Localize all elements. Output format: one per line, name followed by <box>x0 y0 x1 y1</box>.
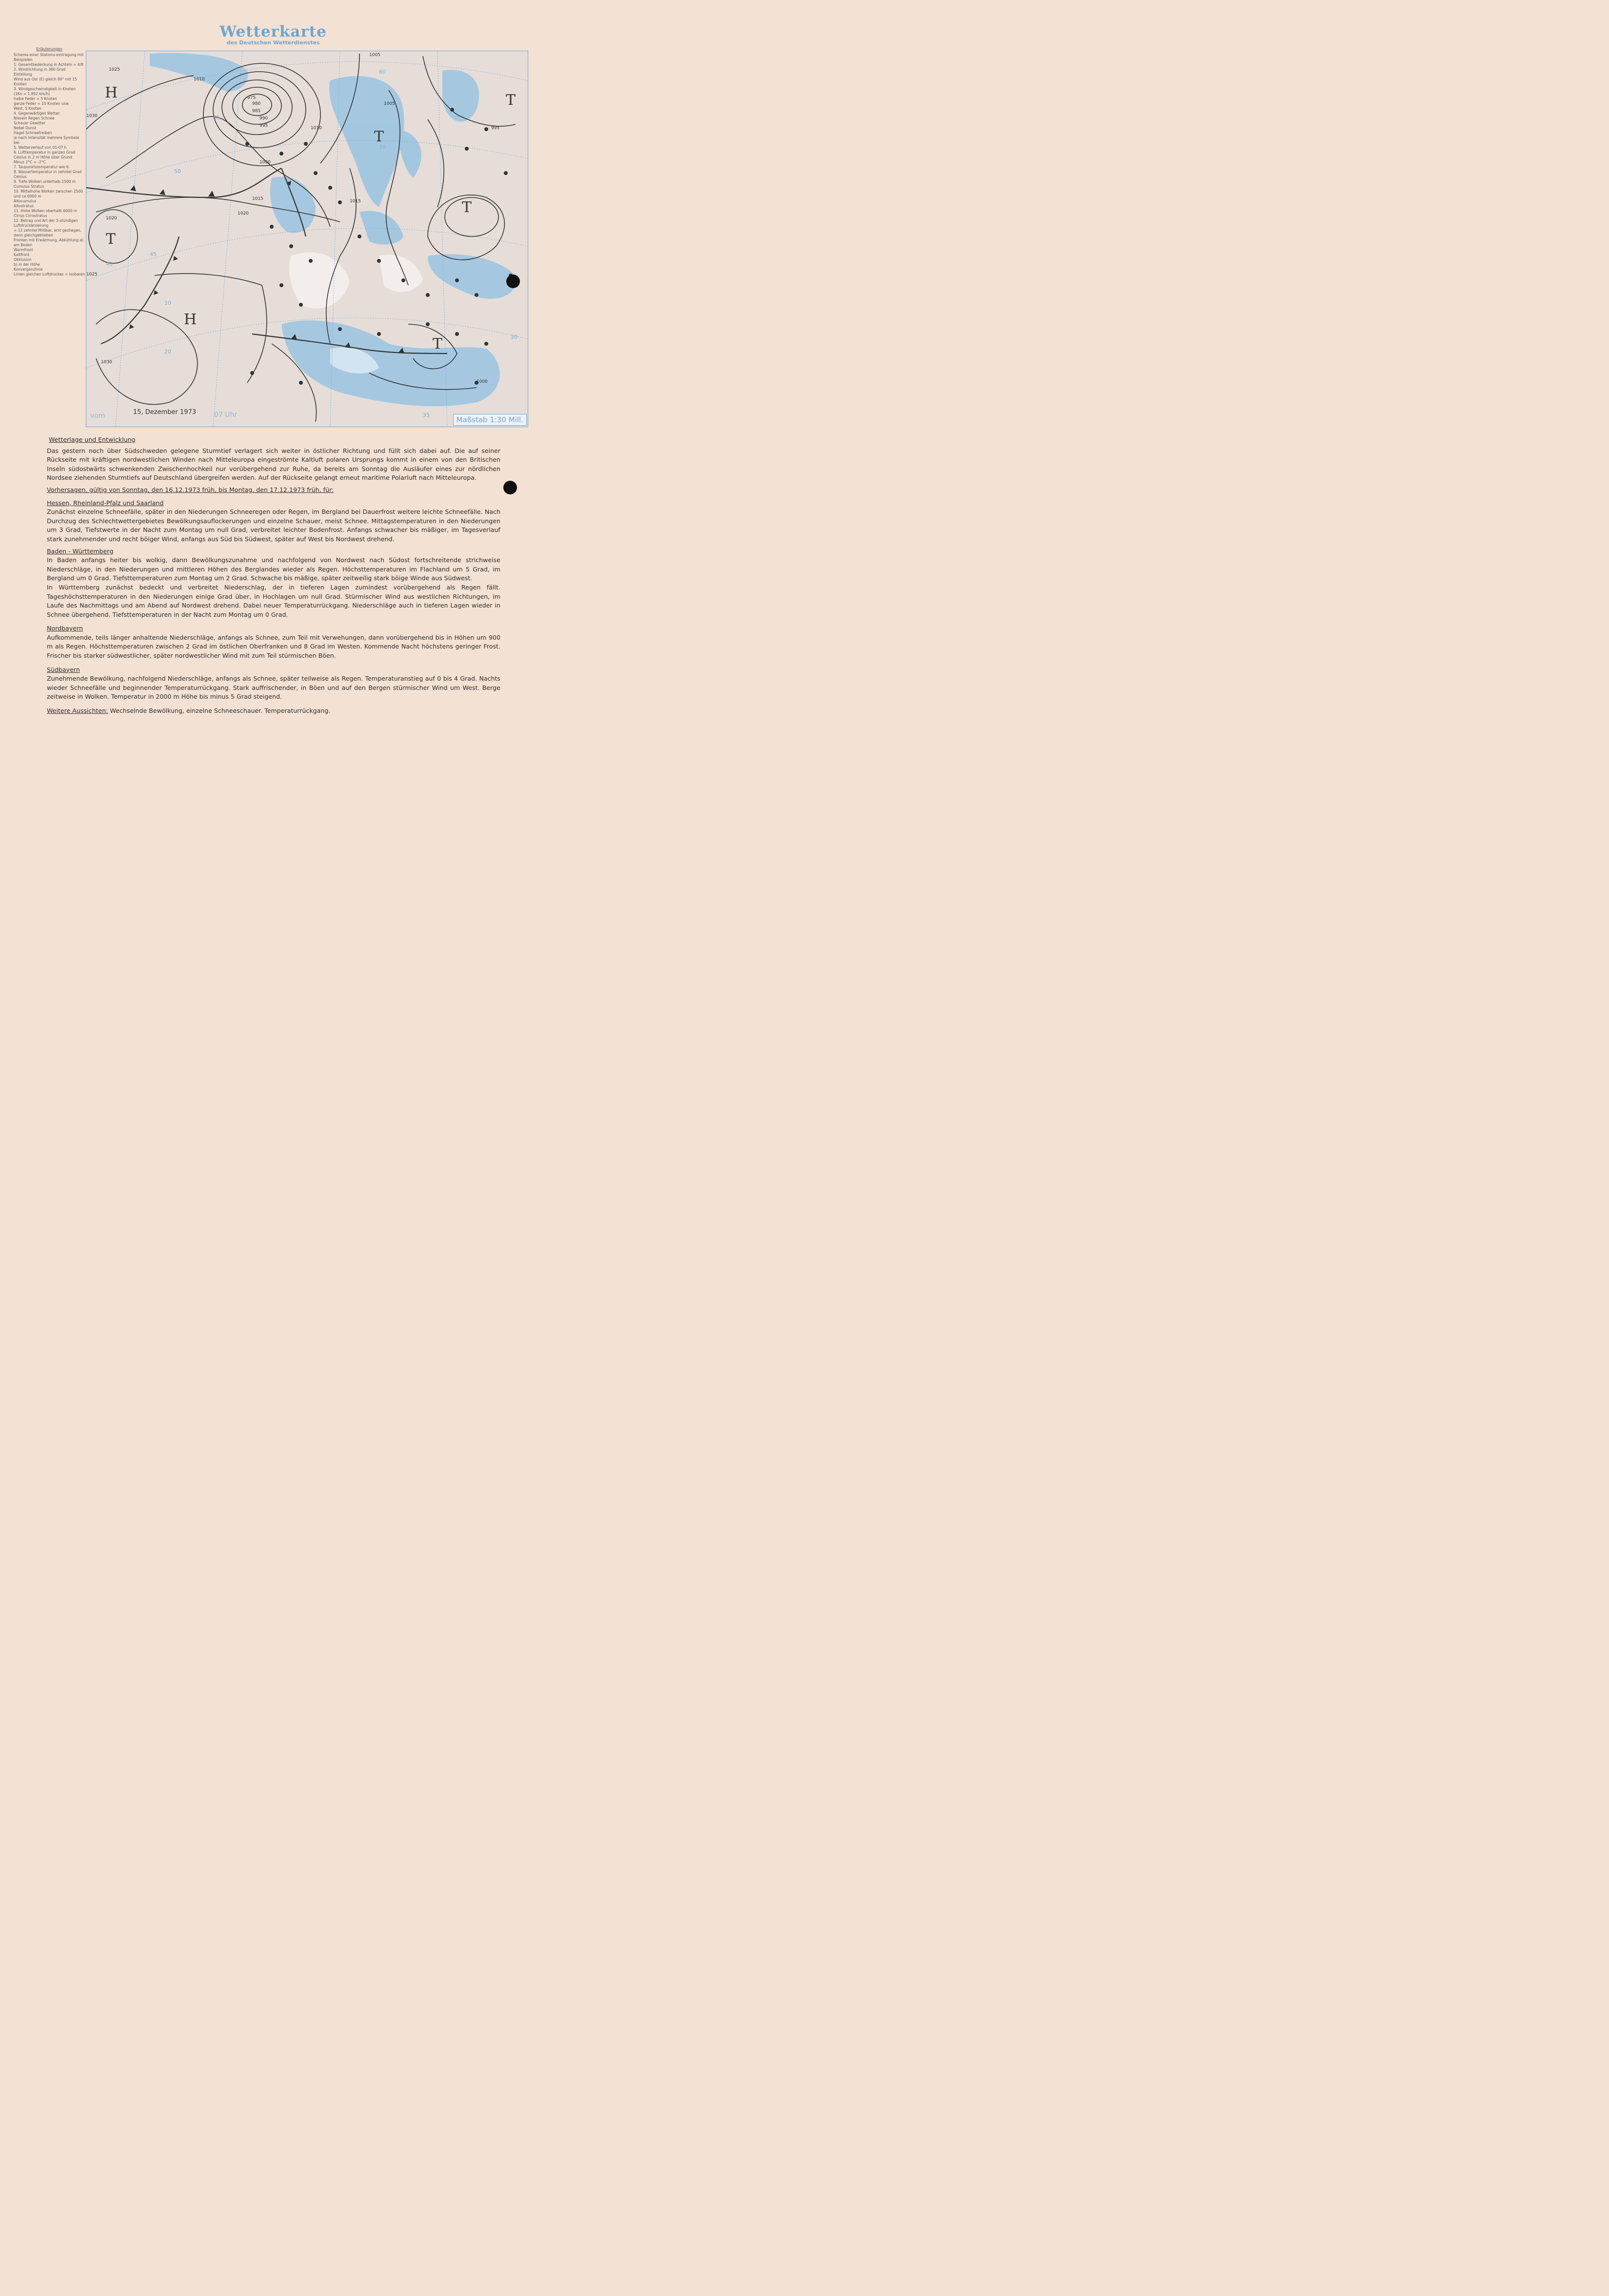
legend-list <box>14 53 85 277</box>
grid-label: 60 <box>379 69 386 75</box>
isobar-label: 1000 <box>259 160 271 165</box>
legend-item: 3. Windgeschwindigkeit in Knoten (1Kn = 1.852 km/h) <box>14 87 76 96</box>
punch-hole <box>503 481 517 494</box>
legend-item: halbe Feder = 5 Knoten <box>14 97 57 101</box>
legend-item: 4. Gegenwärtiges Wetter: <box>14 111 61 116</box>
section-paragraph: In Baden anfangs heiter bis wolkig, dann Bewölkungszunahme und nachfolgend von Nordwest nach Südost fortschreitende strichweise Niederschläge, in den Niederungen und mittleren Höhen des Berglandes wieder als Regen. Höchsttemperaturen im Flachland um 5 Grad, im Bergland um 0 Grad. Tiefsttemperaturen zum Montag um 2 Grad. Schwache bis mäßige, später zeitweilig stark böige Winde aus Südwest. <box>47 556 500 582</box>
legend-item: je nach Intensität mehrere Symbole bei <box>14 136 79 145</box>
section-paragraph: Zunehmende Bewölkung, nachfolgend Niederschläge, anfangs als Schnee, später teilweise als Regen. Temperaturanstieg auf 0 bis 4 Grad. Nachts wieder Schneefälle und beginnender Temperaturrückgang. Stark auffrischender, in Böen und auf den Bergen stürmischer Wind um West. Berge zeitweise in Wolken. Temperatur in 2000 m Höhe bis minus 5 Grad steigend. <box>47 675 500 701</box>
grid-label: 70 <box>379 144 386 150</box>
low-center-label: T <box>106 231 116 248</box>
legend-item: 9. Tiefe Wolken unterhalb 2500 m <box>14 179 76 184</box>
high-center-label: H <box>105 84 118 101</box>
isobar-label: 990 <box>259 116 268 121</box>
forecast-text <box>47 435 500 716</box>
low-center-label: T <box>506 92 516 109</box>
section-paragraph: Das gestern noch über Südschweden gelegene Sturmtief verlagert sich weiter in östlicher Richtung und füllt sich dabei auf. Die auf seiner Rückseite mit kräftigen nordwestlichen Winden nach Mitteleuropa eingeströmte Kaltluft polaren Ursprungs kommt in einem von den Britischen Inseln südostwärts schwenkenden Zwischenhochkeil nur vorübergehend zur Ruhe, da bereits am Sonntag die Ausläufer eines zur nördlichen Nordsee ziehenden Sturmtiefs auf Deutschland übergreifen werden. Auf der Rückseite gelangt erneut maritime Polarluft nach Mitteleuropa. <box>47 447 500 482</box>
section-paragraph: Wechselnde Bewölkung, einzelne Schneeschauer. Temperaturrückgang. <box>110 707 331 715</box>
legend-item: Nebel Dunst <box>14 126 37 130</box>
legend-item: Wind aus Ost (E) gleich 90° mit 15 Knoten <box>14 77 77 86</box>
isobar-label: 1030 <box>86 114 98 118</box>
legend-item: 11. Hohe Wolken oberhalb 6000 m <box>14 209 78 213</box>
grid-label: 40 <box>106 261 113 267</box>
low-center-label: T <box>433 335 443 353</box>
page-subtitle: des Deutschen Wetterdienstes <box>226 39 320 46</box>
isobar-label: 995 <box>259 123 268 128</box>
isobar-label: 980 <box>252 101 261 106</box>
isobar-label: 985 <box>252 109 261 114</box>
outlook-line <box>47 706 500 716</box>
legend-heading: Erläuterungen <box>36 47 62 51</box>
grid-label: 50 <box>174 168 181 175</box>
section-paragraph: In Württemberg zunächst bedeckt und verbreitet Niederschlag, der in tieferen Lagen zumindest vorübergehend als Regen fällt. Tageshöchsttemperaturen in den Niederungen einige Grad über, in Hochlagen um null Grad. Stürmischer Wind aus westlichen Richtungen, im Laufe des Nachmittags und am Abend auf Nordwest drehend. Dabei neuer Temperaturrückgang. Niederschläge auch in tieferen Lagen wieder in Schnee übergehend. Tiefsttemperaturen in der Nacht zum Montag um 0 Grad. <box>47 583 500 618</box>
isobar-label: 1025 <box>86 272 98 277</box>
section-heading: Hessen, Rheinland-Pfalz und Saarland <box>47 499 164 507</box>
isobar-label: 1010 <box>311 126 322 131</box>
legend-item: 12. Betrag und Art der 3-stündigen Luftdruckänderung <box>14 218 78 228</box>
grid-label: 55 <box>213 115 220 121</box>
section-heading: Vorhersagen, gültig von Sonntag, den 16.12.1973 früh, bis Montag, den 17.12.1973 früh, für: <box>47 486 334 493</box>
isobar-label: 1025 <box>109 67 120 72</box>
section-paragraph: Aufkommende, teils länger anhaltende Niederschläge, anfangs als Schnee, zum Teil mit Verwehungen, dann vorübergehend bis in Höhen um 900 m als Regen. Höchsttemperaturen zwischen 2 Grad im östlichen Oberfranken und 8 Grad im Westen. Kommende Nacht höchstens geringer Frost. Frischer bis starker südwestlicher, später nordwestlicher Wind mit zum Teil stürmischen Böen. <box>47 633 500 660</box>
legend-item: Linien gleichen Luftdruckes = Isobaren <box>14 272 85 276</box>
legend-item: 10. Mittelhohe Wolken zwischen 2500 und ca 6000 m <box>14 189 83 198</box>
isobar-label: 1010 <box>194 77 205 82</box>
legend-item: Cumulus Stratus <box>14 184 44 189</box>
legend-item: Altocumulus <box>14 199 37 203</box>
punch-hole <box>506 275 520 288</box>
low-center-label: T <box>374 128 384 145</box>
isobar-label: 1020 <box>238 211 249 216</box>
page-title: Wetterkarte <box>219 23 327 40</box>
grid-label: 45 <box>150 251 157 257</box>
isobar-label: 1005 <box>384 101 395 106</box>
header <box>200 23 346 46</box>
legend-item: Konvergenzlinie <box>14 267 43 272</box>
section-heading: Wetterlage und Entwicklung <box>49 436 136 443</box>
section-paragraph: Zunächst einzelne Schneefälle, später in den Niederungen Schneeregen oder Regen, im Bergland bei Dauerfrost weitere leichte Schneefälle. Nach Durchzug des Schlechtwettergebietes Bewölkungsauflockerungen und einzelne Schauer, meist Schnee. Mittagstemperaturen in den Niederungen um 3 Grad, Tiefstwerte in der Nacht zum Montag um null Grad, verbreitet leichter Bodenfrost. Anfangs schwacher bis mäßiger, im Tagesverlauf stark zunehmender und recht böiger Wind, anfangs aus Süd bis Südwest, später auf West bis Nordwest drehend. <box>47 508 500 543</box>
map-date: 15, Dezember 1973 <box>133 409 197 416</box>
isobar-label: 1015 <box>350 199 361 204</box>
high-center-label: H <box>184 311 197 328</box>
legend-item: Fronten mit Erwärmung, Abkühlung a) am Boden <box>14 238 84 247</box>
legend-item: 7. Taupunktstemperatur wie 6. <box>14 165 70 169</box>
map-from-label: vom <box>90 412 105 420</box>
legend-item: Schema einer Stations-eintragung mit Beispielen <box>14 53 84 62</box>
isobar-label: 975 <box>247 96 256 100</box>
legend-item: Kaltfront <box>14 253 30 257</box>
legend-item: Schauer Gewitter <box>14 121 46 125</box>
grid-label: 35 <box>423 412 430 418</box>
isobar-label: 1015 <box>252 196 263 201</box>
legend-item: b) in der Höhe <box>14 262 40 267</box>
low-center-label: T <box>462 199 472 216</box>
grid-label: 30 <box>511 334 517 340</box>
legend-item: ganze Feder = 10 Knoten usw. <box>14 101 70 106</box>
legend-item: Warmfront <box>14 248 33 252</box>
legend-item: 1. Gesamtbedeckung in Achteln = 4/8 <box>14 62 83 67</box>
legend-item: 2. Windrichtung in 360 Grad Einteilung <box>14 67 66 77</box>
isobar-label: 995 <box>491 126 500 131</box>
legend-item: West, 5 Knoten <box>14 106 41 111</box>
legend-item: = 12 zehntel Millibar, erst gestiegen, dann gleichgeblieben <box>14 228 82 237</box>
isobar-label: 1030 <box>101 360 112 365</box>
legend-item: Okklusion <box>14 257 32 262</box>
section-heading: Südbayern <box>47 666 80 673</box>
legend-item: Cirrus Cirrostratus <box>14 214 47 218</box>
weather-map <box>86 51 528 427</box>
grid-label: 20 <box>164 349 171 355</box>
map-time: 07 Uhr <box>214 411 238 419</box>
grid-label: 10 <box>164 300 171 306</box>
map-scale: Maßstab 1:30 Mill. <box>453 414 527 426</box>
legend-item: Hagel Schneetreiben <box>14 131 52 135</box>
legend-item: 6. Lufttemperatur in ganzen Grad Celsius in 2 m Höhe über Grund. Minus 2°C = -2°C <box>14 150 76 164</box>
legend-panel <box>14 47 85 277</box>
map-graphic <box>86 51 528 427</box>
legend-item: 8. Wassertemperatur in zehntel Grad Celsius <box>14 170 82 179</box>
section-heading: Nordbayern <box>47 625 83 632</box>
legend-item: 5. Wetterverlauf von 01-07 h <box>14 145 67 150</box>
legend-item: Altostratus <box>14 204 34 208</box>
isobar-label: 1005 <box>369 53 380 58</box>
isobar-label: 1020 <box>106 216 117 221</box>
legend-item: Nieseln Regen Schnee <box>14 116 55 120</box>
isobar-label: 1000 <box>477 379 488 384</box>
section-heading: Baden - Württemberg <box>47 547 114 555</box>
section-heading: Weitere Aussichten: <box>47 707 108 715</box>
